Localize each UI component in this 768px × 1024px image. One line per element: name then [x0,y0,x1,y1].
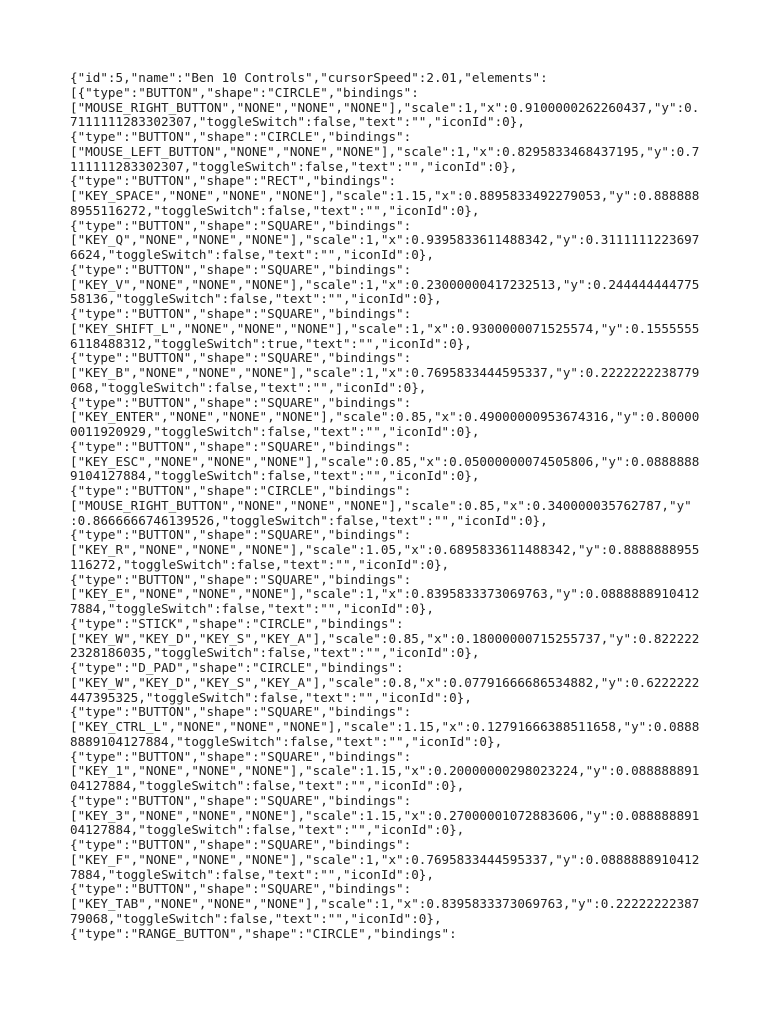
text-line: ["KEY_CTRL_L","NONE","NONE","NONE"],"scale":1.15,"x":0.12791666388511658,"y":0.0888 [70,719,700,734]
text-line: 8889104127884,"toggleSwitch":false,"text":"","iconId":0}, [70,733,503,749]
text-line: {"type":"BUTTON","shape":"SQUARE","bindings": [70,394,412,410]
text-line: {"type":"BUTTON","shape":"SQUARE","bindings": [70,217,412,233]
text-line: {"type":"BUTTON","shape":"SQUARE","bindings": [70,350,412,366]
text-line: {"type":"RANGE_BUTTON","shape":"CIRCLE","bindings": [70,925,457,941]
text-line: 9104127884,"toggleSwitch":false,"text":"","iconId":0}, [70,468,480,484]
text-line: {"type":"BUTTON","shape":"SQUARE","bindings": [70,837,412,852]
text-line: ["MOUSE_LEFT_BUTTON","NONE","NONE","NONE"],"scale":1,"x":0.8295833468437195,"y":0.7 [70,143,700,159]
text-line: 7884,"toggleSwitch":false,"text":"","iconId":0}, [70,601,434,616]
text-line: 0011920929,"toggleSwitch":false,"text":"","iconId":0}, [70,424,480,439]
text-line: 7884,"toggleSwitch":false,"text":"","iconId":0}, [70,866,434,882]
text-line: 116272,"toggleSwitch":false,"text":"","iconId":0}, [70,556,450,572]
text-line: {"type":"BUTTON","shape":"CIRCLE","bindings": [70,129,412,144]
text-line: 447395325,"toggleSwitch":false,"text":"","iconId":0}, [70,689,472,705]
text-line: [{"type":"BUTTON","shape":"CIRCLE","bindings": [70,84,419,100]
text-line: ["KEY_SPACE","NONE","NONE","NONE"],"scale":1.15,"x":0.8895833492279053,"y":0.888888 [70,188,700,203]
text-line: 111111283302307,"toggleSwitch":false,"text":"","iconId":0}, [70,158,518,174]
text-line: :0.8666666746139526,"toggleSwitch":false,"text":"","iconId":0}, [70,512,548,528]
text-line: {"type":"BUTTON","shape":"SQUARE","bindings": [70,792,412,808]
text-line: 58136,"toggleSwitch":false,"text":"","iconId":0}, [70,291,442,307]
text-line: 068,"toggleSwitch":false,"text":"","iconId":0}, [70,379,427,395]
text-line: 04127884,"toggleSwitch":false,"text":"","iconId":0}, [70,778,465,793]
text-line: ["MOUSE_RIGHT_BUTTON","NONE","NONE","NONE"],"scale":1,"x":0.9100000262260437,"y":0. [70,99,700,115]
text-line: ["KEY_F","NONE","NONE","NONE"],"scale":1,"x":0.7695833444595337,"y":0.0888888910412 [70,851,700,867]
text-line: ["KEY_W","KEY_D","KEY_S","KEY_A"],"scale":0.85,"x":0.18000000715255737,"y":0.822222 [70,630,700,646]
text-line: {"type":"BUTTON","shape":"SQUARE","bindings": [70,704,412,720]
text-line: {"type":"D_PAD","shape":"CIRCLE","bindings": [70,660,404,675]
text-line: {"type":"STICK","shape":"CIRCLE","bindings": [70,615,404,631]
text-line: ["KEY_1","NONE","NONE","NONE"],"scale":1.15,"x":0.20000000298023224,"y":0.088888891 [70,763,700,779]
text-line: 6118488312,"toggleSwitch":true,"text":"","iconId":0}, [70,335,472,351]
text-line: {"type":"BUTTON","shape":"CIRCLE","bindings": [70,483,412,498]
text-line: {"type":"BUTTON","shape":"SQUARE","bindings": [70,438,412,454]
text-line: ["KEY_SHIFT_L","NONE","NONE","NONE"],"scale":1,"x":0.9300000071525574,"y":0.1555555 [70,320,700,336]
text-line: 6624,"toggleSwitch":false,"text":"","iconId":0}, [70,247,434,262]
text-line: {"type":"BUTTON","shape":"SQUARE","bindings": [70,306,412,321]
text-line: {"type":"BUTTON","shape":"RECT","bindings": [70,173,397,189]
text-line: {"type":"BUTTON","shape":"SQUARE","bindings": [70,527,412,543]
json-text-block [70,71,700,941]
text-line: ["KEY_R","NONE","NONE","NONE"],"scale":1.05,"x":0.6895833611488342,"y":0.8888888955 [70,542,700,557]
text-line: ["KEY_3","NONE","NONE","NONE"],"scale":1.15,"x":0.27000001072883606,"y":0.088888891 [70,807,700,823]
text-line: 79068,"toggleSwitch":false,"text":"","iconId":0}, [70,910,442,926]
text-line: ["MOUSE_RIGHT_BUTTON","NONE","NONE","NONE"],"scale":0.85,"x":0.340000035762787,"y" [70,497,692,513]
text-line: 8955116272,"toggleSwitch":false,"text":"","iconId":0}, [70,202,480,218]
text-line: ["KEY_Q","NONE","NONE","NONE"],"scale":1,"x":0.9395833611488342,"y":0.3111111223697 [70,232,700,248]
text-line: 7111111283302307,"toggleSwitch":false,"text":"","iconId":0}, [70,114,525,130]
text-line: ["KEY_E","NONE","NONE","NONE"],"scale":1,"x":0.8395833373069763,"y":0.0888888910412 [70,586,700,602]
text-line: ["KEY_TAB","NONE","NONE","NONE"],"scale":1,"x":0.8395833373069763,"y":0.22222222387 [70,896,700,911]
text-line: {"type":"BUTTON","shape":"SQUARE","bindings": [70,748,412,764]
text-line: {"id":5,"name":"Ben 10 Controls","cursorSpeed":2.01,"elements": [70,70,548,85]
text-line: ["KEY_B","NONE","NONE","NONE"],"scale":1,"x":0.7695833444595337,"y":0.2222222238779 [70,365,700,380]
text-line: ["KEY_ESC","NONE","NONE","NONE"],"scale":0.85,"x":0.05000000074505806,"y":0.0888888 [70,453,700,469]
text-line: {"type":"BUTTON","shape":"SQUARE","bindings": [70,261,412,277]
text-line: {"type":"BUTTON","shape":"SQUARE","bindings": [70,571,412,587]
text-line: ["KEY_ENTER","NONE","NONE","NONE"],"scale":0.85,"x":0.49000000953674316,"y":0.80000 [70,409,700,425]
text-line: {"type":"BUTTON","shape":"SQUARE","bindings": [70,881,412,897]
text-line: 04127884,"toggleSwitch":false,"text":"","iconId":0}, [70,822,465,838]
text-line: 2328186035,"toggleSwitch":false,"text":"","iconId":0}, [70,645,480,661]
text-line: ["KEY_W","KEY_D","KEY_S","KEY_A"],"scale":0.8,"x":0.07791666686534882,"y":0.6222222 [70,674,700,690]
text-line: ["KEY_V","NONE","NONE","NONE"],"scale":1,"x":0.23000000417232513,"y":0.244444444775 [70,276,700,292]
